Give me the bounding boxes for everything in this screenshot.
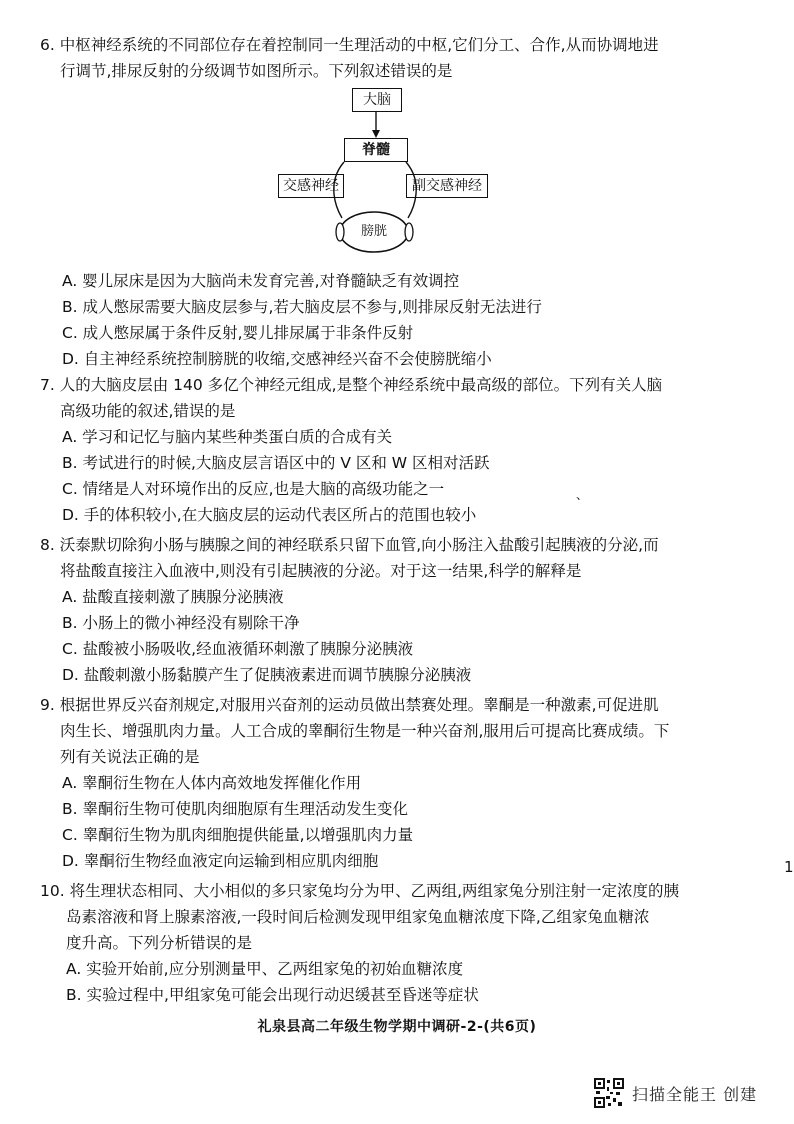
- question-stem: 肉生长、增强肌肉力量。人工合成的睾酮衍生物是一种兴奋剂,服用后可提高比赛成绩。下: [60, 722, 670, 740]
- option-b: B. 实验过程中,甲组家兔可能会出现行动迟缓甚至昏迷等症状: [66, 986, 479, 1004]
- side-page-number: 1: [784, 858, 794, 876]
- option-b: B. 睾酮衍生物可使肌肉细胞原有生理活动发生变化: [62, 800, 408, 818]
- question-6: [40, 32, 659, 84]
- right-nerve-arc: [406, 162, 416, 218]
- question-stem: 7. 人的大脑皮层由 140 多亿个神经元组成,是整个神经系统中最高级的部位。下列有关人脑: [40, 376, 663, 394]
- question-7: [40, 372, 662, 528]
- option-d: D. 自主神经系统控制膀胱的收缩,交感神经兴奋不会使膀胱缩小: [62, 350, 492, 368]
- option-c: C. 睾酮衍生物为肌肉细胞提供能量,以增强肌肉力量: [62, 826, 414, 844]
- question-9: [40, 692, 669, 874]
- right-ear-icon: [405, 223, 413, 241]
- left-ear-icon: [336, 223, 344, 241]
- option-b: B. 小肠上的微小神经没有剔除干净: [62, 614, 300, 632]
- question-stem: 8. 沃泰默切除狗小肠与胰腺之间的神经联系只留下血管,向小肠注入盐酸引起胰液的分泌,而: [40, 536, 659, 554]
- stray-mark: 、: [576, 488, 589, 502]
- question-stem: 岛素溶液和肾上腺素溶液,一段时间后检测发现甲组家兔血糖浓度下降,乙组家兔血糖浓: [66, 908, 650, 926]
- question-10: [40, 878, 679, 1008]
- arrow-head-icon: [372, 130, 380, 138]
- spinal-cord-box: 脊髓: [344, 138, 408, 162]
- option-d: D. 盐酸刺激小肠黏膜产生了促胰液素进而调节胰腺分泌胰液: [62, 666, 472, 684]
- micturition-reflex-diagram: [270, 88, 510, 256]
- option-d: D. 睾酮衍生物经血液定向运输到相应肌肉细胞: [62, 852, 379, 870]
- question-stem: 行调节,排尿反射的分级调节如图所示。下列叙述错误的是: [60, 62, 453, 80]
- page-footer: 礼泉县高二年级生物学期中调研-2-(共6页): [257, 1019, 537, 1035]
- option-a: A. 盐酸直接刺激了胰腺分泌胰液: [62, 588, 284, 606]
- watermark-text: 扫描全能王 创建: [632, 1084, 758, 1104]
- bladder-label: 膀胱: [360, 224, 387, 239]
- brain-box: 大脑: [352, 88, 402, 112]
- option-c: C. 情绪是人对环境作出的反应,也是大脑的高级功能之一: [62, 480, 445, 498]
- question-stem: 度升高。下列分析错误的是: [66, 934, 253, 952]
- scanner-watermark: [594, 1078, 757, 1108]
- option-a: A. 实验开始前,应分别测量甲、乙两组家兔的初始血糖浓度: [66, 960, 464, 978]
- question-6-options: [40, 268, 542, 372]
- question-stem: 10. 将生理状态相同、大小相似的多只家兔均分为甲、乙两组,两组家兔分别注射一定浓度的胰: [40, 882, 680, 900]
- question-stem: 将盐酸直接注入血液中,则没有引起胰液的分泌。对于这一结果,科学的解释是: [60, 562, 582, 580]
- option-c: C. 盐酸被小肠吸收,经血液循环刺激了胰腺分泌胰液: [62, 640, 414, 658]
- option-c: C. 成人憋尿属于条件反射,婴儿排尿属于非条件反射: [62, 324, 414, 342]
- sympathetic-nerve-label: 交感神经: [278, 174, 344, 198]
- left-nerve-arc: [334, 162, 344, 218]
- question-stem: 列有关说法正确的是: [60, 748, 200, 766]
- option-a: A. 婴儿尿床是因为大脑尚未发育完善,对脊髓缺乏有效调控: [62, 272, 460, 290]
- option-a: A. 睾酮衍生物在人体内高效地发挥催化作用: [62, 774, 362, 792]
- question-stem: 9. 根据世界反兴奋剂规定,对服用兴奋剂的运动员做出禁赛处理。睾酮是一种激素,可促进肌: [40, 696, 659, 714]
- qr-code-icon: [594, 1078, 624, 1108]
- option-a: A. 学习和记忆与脑内某些种类蛋白质的合成有关: [62, 428, 393, 446]
- option-b: B. 成人憋尿需要大脑皮层参与,若大脑皮层不参与,则排尿反射无法进行: [62, 298, 542, 316]
- question-stem: 高级功能的叙述,错误的是: [60, 402, 236, 420]
- option-d: D. 手的体积较小,在大脑皮层的运动代表区所占的范围也较小: [62, 506, 477, 524]
- question-8: [40, 532, 659, 688]
- option-b: B. 考试进行的时候,大脑皮层言语区中的 V 区和 W 区相对活跃: [62, 454, 490, 472]
- question-stem: 6. 中枢神经系统的不同部位存在着控制同一生理活动的中枢,它们分工、合作,从而协调地进: [40, 36, 659, 54]
- parasympathetic-nerve-label: 副交感神经: [406, 174, 488, 198]
